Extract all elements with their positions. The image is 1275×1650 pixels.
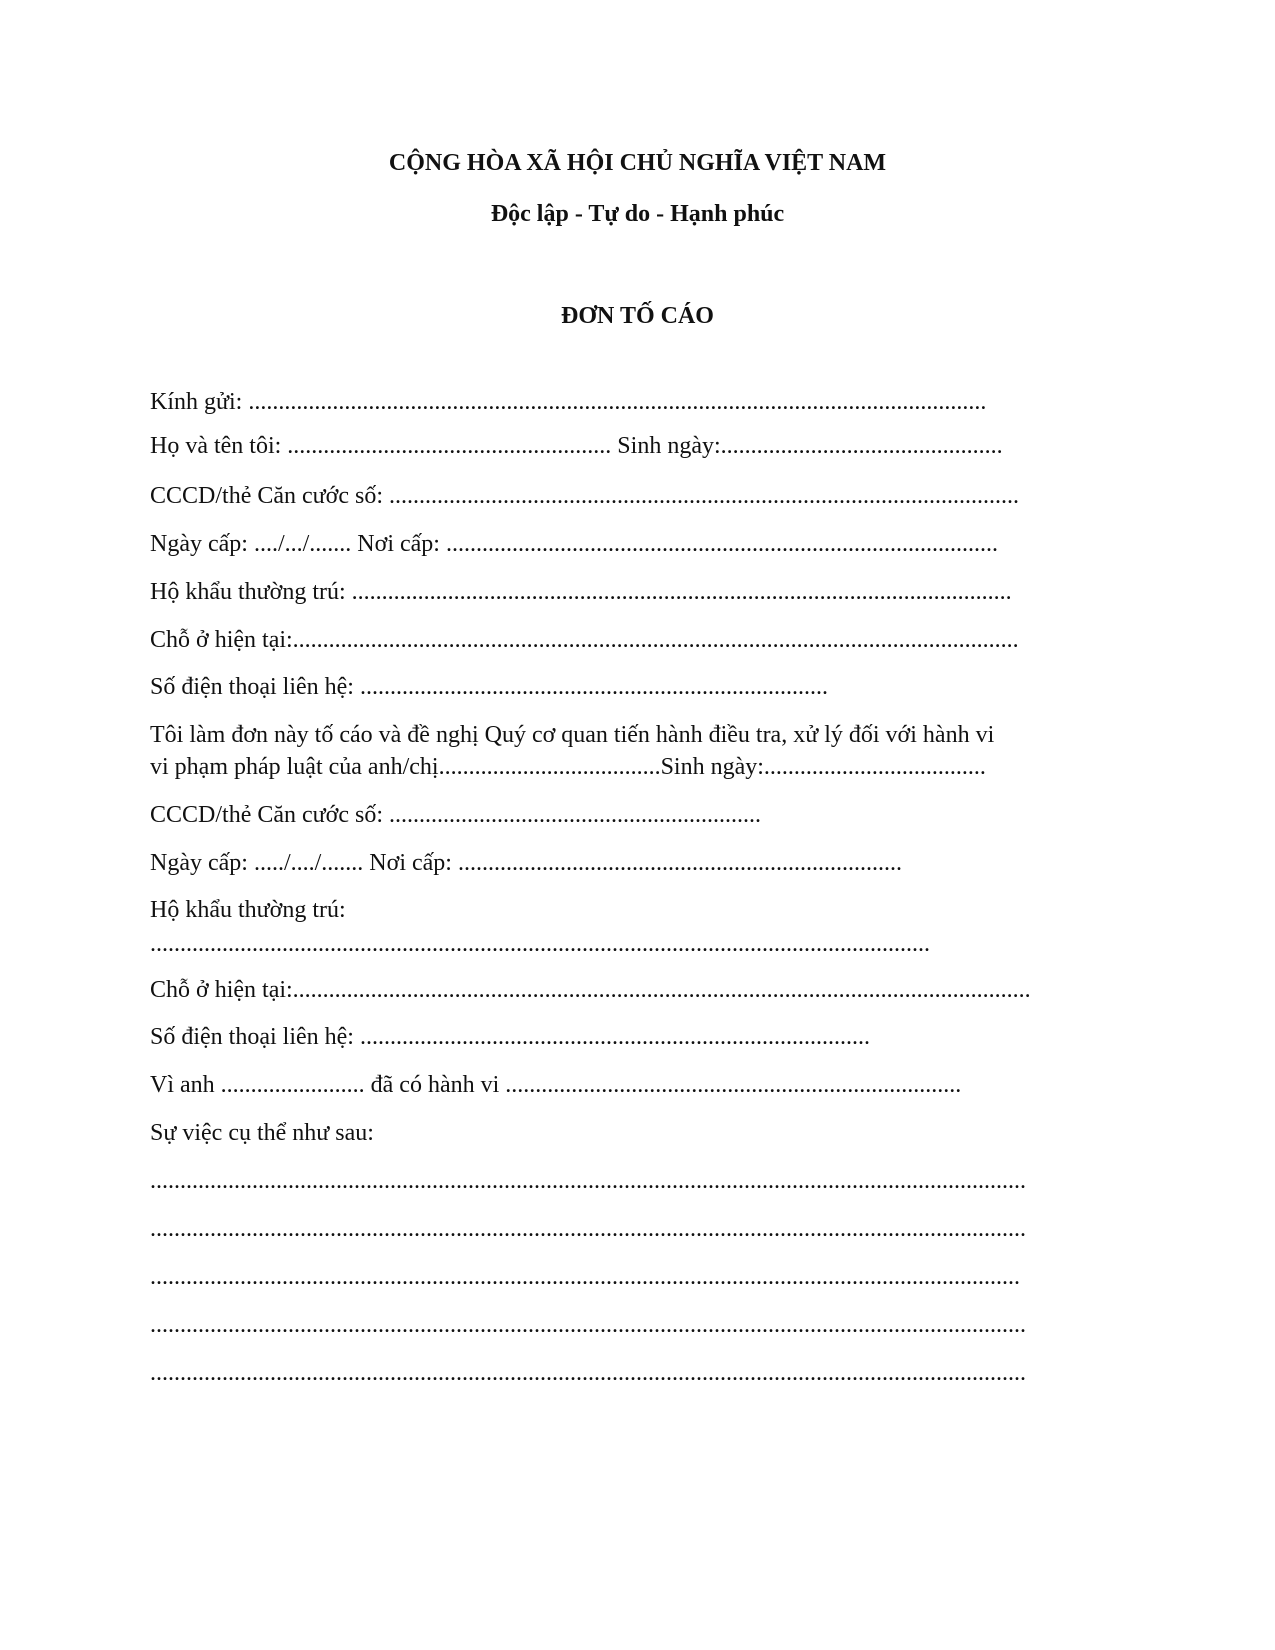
complainant-residence-line: Hộ khẩu thường trú: .............................................................................................................. [150, 579, 1012, 605]
complainant-issue-line: Ngày cấp: ..../.../....... Nơi cấp: ............................................................................................ [150, 531, 998, 557]
request-line-1: Tôi làm đơn này tố cáo và đề nghị Quý cơ quan tiến hành điều tra, xử lý đối với hành vi [150, 722, 995, 748]
behavior-line: Vì anh ........................ đã có hành vi ............................................................................ [150, 1072, 962, 1098]
complainant-phone-line: Số điện thoại liên hệ: .............................................................................. [150, 674, 828, 700]
details-line-3: ................................................................................................................................................. [150, 1264, 1020, 1290]
request-line-2: vi phạm pháp luật của anh/chị.....................................Sinh ngày:..................................... [150, 754, 986, 780]
accused-residence-label: Hộ khẩu thường trú: [150, 897, 346, 923]
accused-phone-line: Số điện thoại liên hệ: ..................................................................................... [150, 1024, 870, 1050]
accused-id-line: CCCD/thẻ Căn cước số: .............................................................. [150, 802, 762, 828]
details-line-1: .................................................................................................................................................. [150, 1168, 1026, 1194]
details-line-4: .................................................................................................................................................. [150, 1312, 1026, 1338]
details-line-5: .................................................................................................................................................. [150, 1360, 1026, 1386]
recipient-line: Kính gửi: ........................................................................................................................... [150, 389, 987, 415]
complainant-id-line: CCCD/thẻ Căn cước số: ......................................................................................................... [150, 483, 1020, 509]
details-label: Sự việc cụ thể như sau: [150, 1120, 374, 1146]
accused-issue-line: Ngày cấp: ...../..../....... Nơi cấp: .......................................................................... [150, 850, 902, 876]
motto-heading: Độc lập - Tự do - Hạnh phúc [490, 201, 785, 227]
complainant-name-line: Họ và tên tôi: ...................................................... Sinh ngày:............................................... [150, 433, 1003, 459]
accused-address-line: Chỗ ở hiện tại:........................................................................................................................... [150, 977, 1031, 1003]
complainant-address-line: Chỗ ở hiện tại:......................................................................................................................... [150, 627, 1019, 653]
document-title: ĐƠN TỐ CÁO [561, 303, 714, 329]
details-line-2: .................................................................................................................................................. [150, 1216, 1026, 1242]
accused-residence-line: .................................................................................................................................. [150, 931, 930, 957]
nation-heading: CỘNG HÒA XÃ HỘI CHỦ NGHĨA VIỆT NAM [388, 150, 887, 176]
